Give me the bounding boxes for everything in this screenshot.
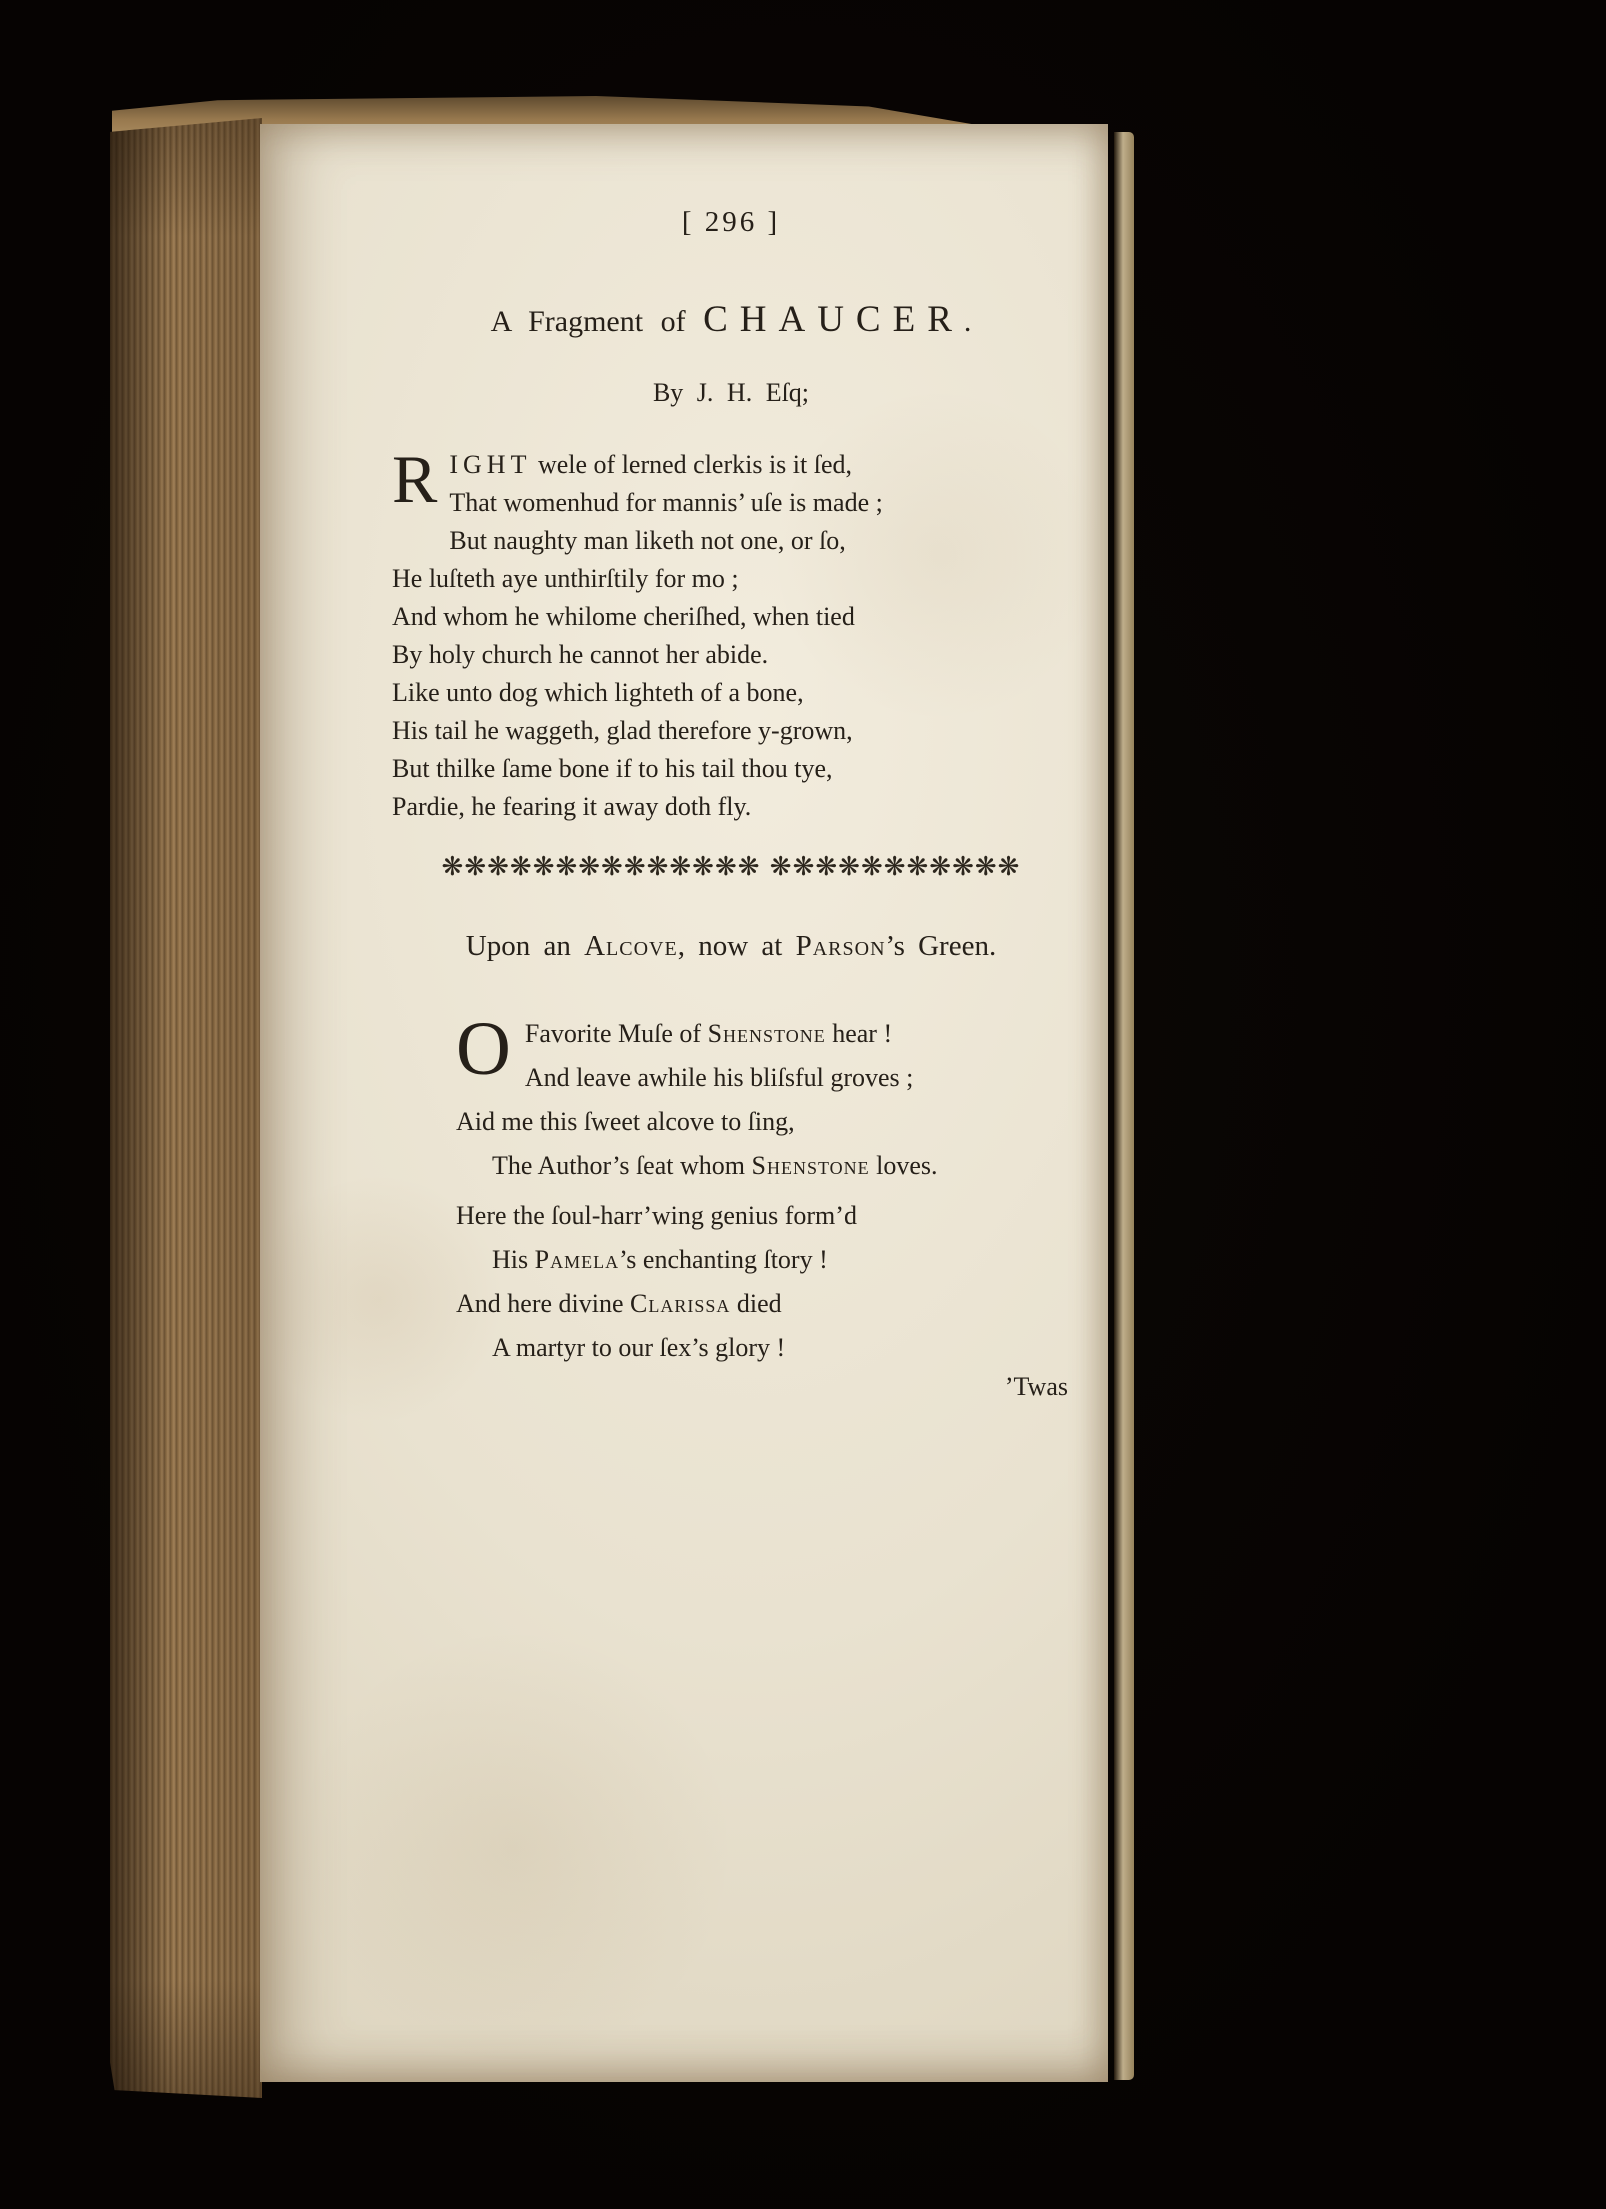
text-segment: wele of lerned clerkis is it ſed,	[531, 450, 853, 479]
text-segment: A Fragment of	[490, 305, 704, 338]
poem-line	[456, 1282, 1066, 1326]
poem-line	[392, 750, 1060, 788]
text-segment: And whom he whilome cheriſhed, when tied	[392, 602, 855, 631]
text-segment: By holy church he cannot her abide.	[392, 640, 769, 669]
text-segment: Here the ſoul-harr’wing genius form’d	[456, 1201, 857, 1230]
text-segment: IGHT	[449, 450, 532, 479]
text-segment: He luſteth aye unthirſtily for mo ;	[392, 564, 739, 593]
page-content	[390, 124, 1072, 2082]
alcove-stanza-1	[456, 1007, 1066, 1188]
text-segment: Aid me this ſweet alcove to ſing,	[456, 1107, 795, 1136]
book-scan	[110, 96, 1134, 2112]
text-segment: died	[730, 1289, 782, 1318]
text-segment: Favorite Muſe of	[524, 1019, 708, 1048]
alcove-stanza-2-lines	[456, 1194, 1066, 1370]
text-segment: The Author’s ſeat whom	[492, 1151, 752, 1180]
poem-line	[392, 712, 1060, 750]
text-segment: CHAUCER	[703, 299, 964, 340]
ornament-divider: ❋❋❋❋❋❋❋❋❋❋❋❋❋❋ ❋❋❋❋❋❋❋❋❋❋❋	[441, 852, 1021, 882]
dropcap-r: R	[392, 441, 438, 517]
poem-line	[392, 636, 1060, 674]
text-segment: His	[492, 1245, 535, 1274]
poem-line	[392, 446, 1060, 484]
poem-line	[392, 560, 1060, 598]
text-segment: loves.	[869, 1151, 938, 1180]
chaucer-poem-lines	[392, 441, 1060, 826]
text-segment: Clarissa	[630, 1289, 731, 1318]
poem-line	[392, 522, 1060, 560]
text-segment: Like unto dog which lighteth of a bone,	[392, 678, 804, 707]
text-segment: Alcove	[584, 930, 678, 962]
text-segment: A martyr to our ſex’s glory !	[492, 1333, 786, 1362]
text-segment: That womenhud for mannis’ uſe is made ;	[449, 488, 883, 517]
alcove-stanza-2	[456, 1194, 1066, 1370]
text-segment: .	[963, 305, 972, 338]
book-page	[260, 124, 1108, 2082]
text-segment: His tail he waggeth, glad therefore y-grown,	[392, 716, 853, 745]
poem-line	[456, 1100, 1066, 1144]
page-number: [ 296 ]	[681, 206, 781, 238]
dropcap-o: O	[456, 1007, 511, 1091]
chaucer-poem	[392, 441, 1060, 826]
text-segment: Pardie, he fearing it away doth fly.	[392, 792, 752, 821]
poem-line	[492, 1238, 1066, 1282]
catchword: ’Twas	[1004, 1372, 1068, 1401]
book-page-edges	[110, 118, 262, 2098]
text-segment: Upon an	[465, 930, 585, 962]
text-segment: Parson	[795, 930, 886, 962]
poem-line	[392, 788, 1060, 826]
poem-line	[456, 1194, 1066, 1238]
text-segment: Shenstone	[751, 1151, 870, 1180]
text-segment: hear !	[825, 1019, 893, 1048]
poem-line	[392, 674, 1060, 712]
alcove-title	[390, 930, 1072, 963]
poem-line	[492, 1144, 1066, 1188]
chaucer-title	[390, 298, 1072, 341]
alcove-stanza-1-lines	[456, 1007, 1066, 1188]
poem-line	[492, 1326, 1066, 1370]
text-segment: Shenstone	[707, 1019, 826, 1048]
text-segment: But naughty man liketh not one, or ſo,	[449, 526, 846, 555]
text-segment: ’s enchanting ſtory !	[619, 1245, 828, 1274]
text-segment: And leave awhile his bliſsful groves ;	[524, 1063, 914, 1092]
text-segment: Pamela	[534, 1245, 620, 1274]
text-segment: But thilke ſame bone if to his tail thou tye,	[392, 754, 833, 783]
poem-line	[404, 484, 1060, 522]
poem-line	[492, 1056, 1066, 1100]
text-segment: , now at	[677, 930, 796, 962]
chaucer-byline: By J. H. Eſq;	[652, 378, 810, 407]
next-page-sliver	[1114, 132, 1134, 2080]
poem-line	[456, 1012, 1066, 1056]
text-segment: And here divine	[456, 1289, 631, 1318]
text-segment: ’s Green.	[885, 930, 997, 962]
poem-line	[392, 598, 1060, 636]
